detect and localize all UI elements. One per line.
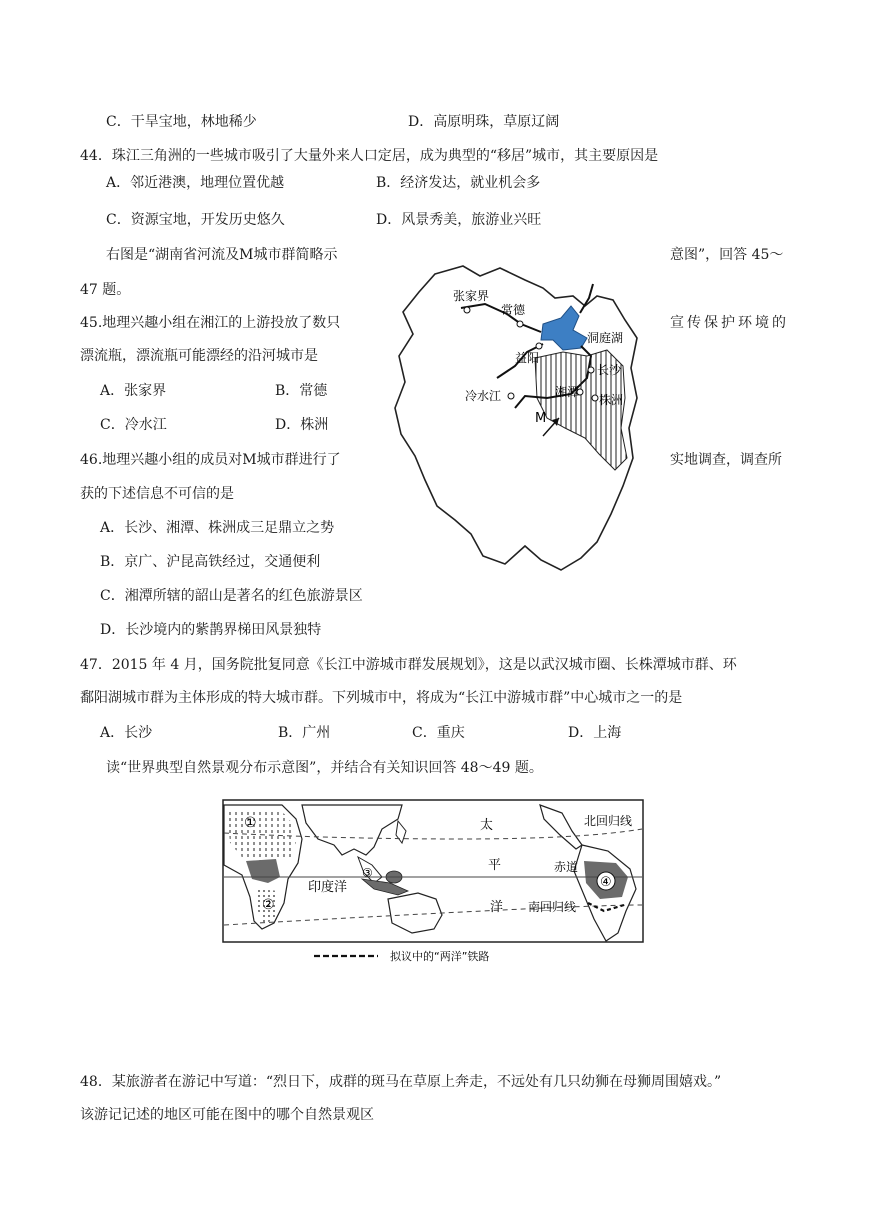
pacific-label-yang: 洋	[490, 900, 504, 915]
q47-option-a: A．长沙	[100, 725, 153, 741]
q44-option-b: B．经济发达，就业机会多	[376, 175, 541, 191]
q45-option-c: C．冷水江	[100, 417, 167, 433]
zhuzhou-dot	[592, 395, 598, 401]
q45-option-a: A．张家界	[100, 383, 167, 399]
q45-stem-left: 45.地理兴趣小组在湘江的上游投放了数只	[80, 315, 341, 331]
zone-3-label: ③	[362, 866, 373, 880]
legend-railway-text: 拟议中的“两洋”铁路	[390, 950, 490, 963]
pacific-label-ping: 平	[488, 858, 502, 873]
label-dongting-lake: 洞庭湖	[587, 331, 624, 345]
label-m: M	[535, 411, 547, 426]
q46-option-b: B．京广、沪昆高铁经过，交通便利	[100, 554, 321, 570]
q47-option-d: D．上海	[568, 725, 622, 741]
intro-48: 读“世界典型自然景观分布示意图”，并结合有关知识回答 48～49 题。	[106, 760, 543, 776]
intro-45-left: 右图是“湖南省河流及M城市群简略示	[106, 247, 338, 263]
q45-option-d: D．株洲	[275, 417, 329, 433]
q47-stem-2: 鄱阳湖城市群为主体形成的特大城市群。下列城市中，将成为“长江中游城市群”中心城市之一的是	[80, 690, 683, 706]
intro-45-cont: 47 题。	[80, 282, 131, 298]
q43-option-c: C．干旱宝地，林地稀少	[106, 114, 257, 130]
yiyang-dot	[536, 343, 542, 349]
q46-option-d: D．长沙境内的紫鹊界梯田风景独特	[100, 622, 322, 638]
q44-option-a: A．邻近港澳，地理位置优越	[106, 175, 285, 191]
intro-45-right: 意图”，回答 45～	[670, 247, 784, 263]
tropic-of-capricorn-label: 南回归线	[528, 900, 577, 914]
zone-4-label: ④	[600, 875, 612, 890]
equator-label: 赤道	[554, 860, 579, 874]
label-zhuzhou: 株洲	[599, 393, 624, 407]
zone-2-label: ②	[262, 897, 275, 913]
q46-option-a: A．长沙、湘潭、株洲成三足鼎立之势	[100, 520, 335, 536]
label-changde: 常德	[501, 303, 526, 317]
pacific-label-tai: 太	[480, 818, 494, 833]
q46-option-c: C．湘潭所辖的韶山是著名的红色旅游景区	[100, 588, 363, 604]
q46-stem-right: 实地调查，调查所	[670, 452, 782, 468]
zone-1-label: ①	[244, 815, 257, 831]
q44-stem: 44．珠江三角洲的一些城市吸引了大量外来人口定居，成为典型的“移居”城市，其主要原因是	[80, 148, 659, 164]
q46-stem-cont: 获的下述信息不可信的是	[80, 486, 234, 502]
q47-option-b: B．广州	[278, 725, 331, 741]
zhangjiajie-dot	[464, 307, 470, 313]
label-zhangjiajie: 张家界	[453, 289, 490, 303]
q48-stem-2: 该游记记述的地区可能在图中的哪个自然景观区	[80, 1107, 374, 1123]
changsha-dot	[588, 367, 594, 373]
q44-option-c: C．资源宝地，开发历史悠久	[106, 212, 285, 228]
label-changsha: 长沙	[597, 363, 622, 377]
changde-dot	[517, 321, 523, 327]
q45-stem-right: 宣传保护环境的	[670, 315, 789, 331]
hunan-river-map	[375, 258, 665, 578]
label-xiangtan: 湘潭	[555, 385, 580, 399]
q48-stem-1: 48．某旅游者在游记中写道：“烈日下，成群的斑马在草原上奔走，不远处有几只幼狮在母狮周围嬉戏。”	[80, 1074, 722, 1090]
label-yiyang: 益阳	[515, 351, 540, 365]
indian-ocean-label: 印度洋	[308, 880, 348, 895]
q45-option-b: B．常德	[275, 383, 328, 399]
world-natural-landscape-map	[222, 799, 644, 965]
q44-option-d: D．风景秀美，旅游业兴旺	[376, 212, 542, 228]
q46-stem-left: 46.地理兴趣小组的成员对M城市群进行了	[80, 452, 341, 468]
label-lengshuijiang: 冷水江	[465, 389, 502, 403]
lengshuijiang-dot	[508, 393, 514, 399]
q45-stem-cont: 漂流瓶，漂流瓶可能漂经的沿河城市是	[80, 348, 318, 364]
q43-option-d: D．高原明珠，草原辽阔	[408, 114, 560, 130]
q47-stem-1: 47．2015 年 4 月，国务院批复同意《长江中游城市群发展规划》，这是以武汉城市圈、长株潭城市群、环	[80, 657, 737, 673]
tropic-of-cancer-label: 北回归线	[584, 814, 633, 828]
q47-option-c: C．重庆	[412, 725, 465, 741]
